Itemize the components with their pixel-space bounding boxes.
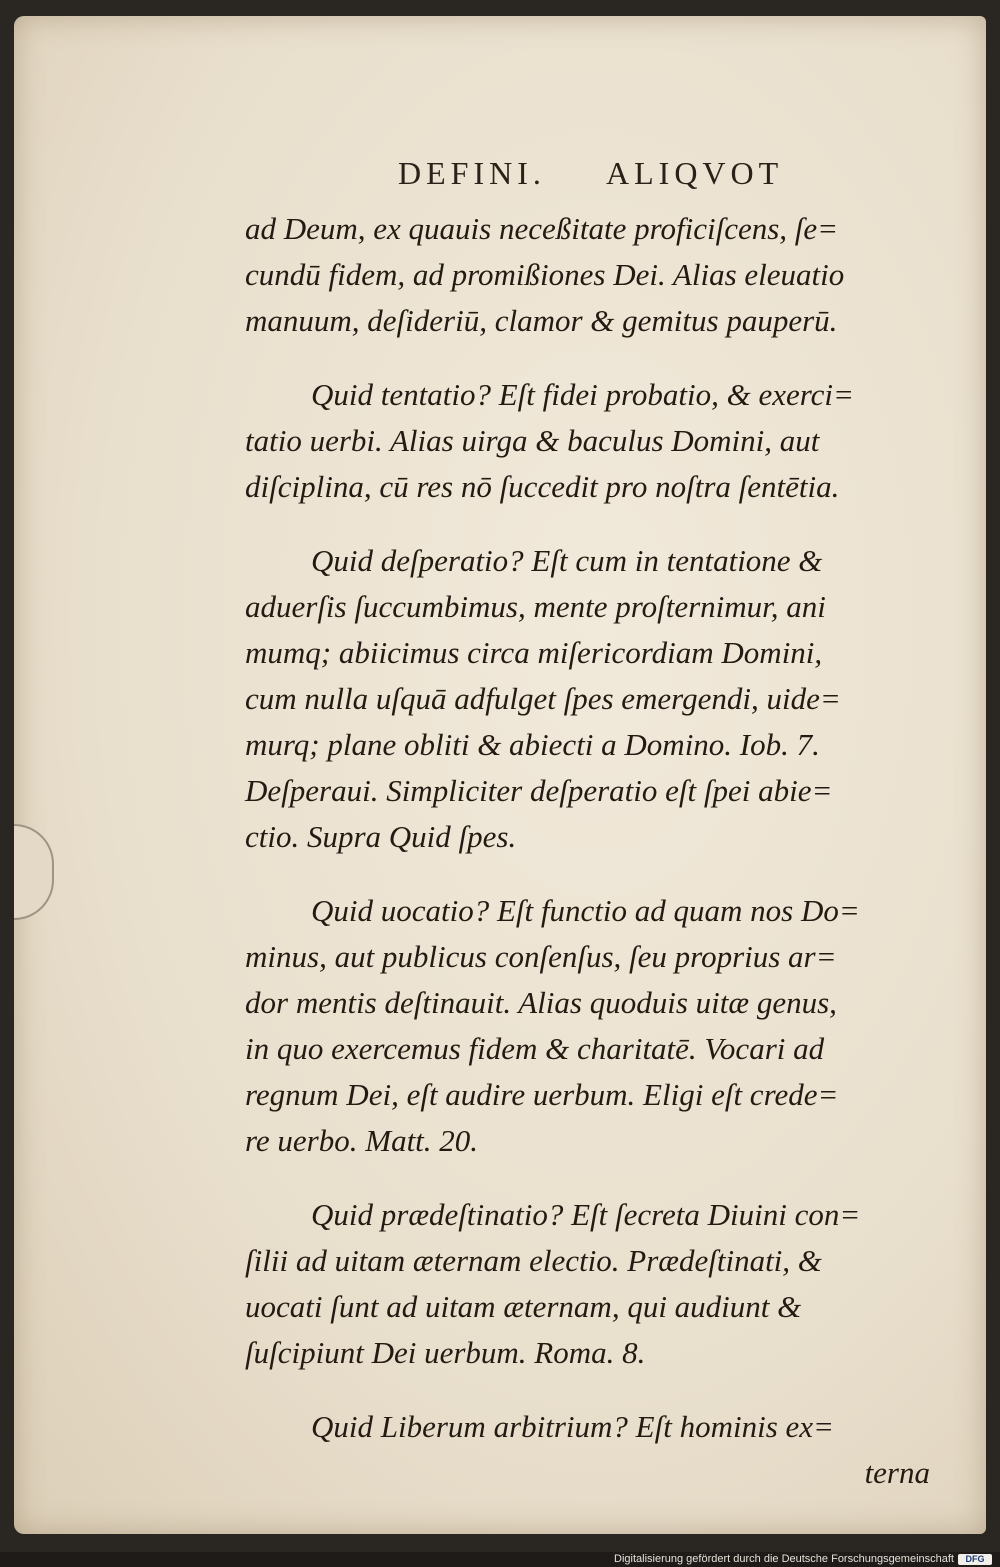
text-line: ſilii ad uitam æternam electio. Prædeſtinati, & [245, 1243, 822, 1278]
header-right: ALIQVOT [606, 155, 784, 191]
text-line: cundū fidem, ad promißiones Dei. Alias eleuatio [245, 257, 845, 292]
text-line: re uerbo. Matt. 20. [245, 1123, 479, 1158]
running-header [0, 155, 1000, 199]
text-line: dor mentis deſtinauit. Alias quoduis uitæ genus, [245, 985, 837, 1020]
text-line: ad Deum, ex quauis neceßitate proficiſcens, ſe= [245, 211, 839, 246]
text-line: ctio. Supra Quid ſpes. [245, 819, 517, 854]
text-line: uocati ſunt ad uitam æternam, qui audiunt & [245, 1289, 802, 1324]
body-text [245, 206, 945, 1496]
catchword: terna [864, 1455, 930, 1490]
text-line: Quid tentatio? Eſt fidei probatio, & exerci= [311, 377, 854, 412]
page-tab [14, 824, 54, 920]
text-line: in quo exercemus fidem & charitatē. Vocari ad [245, 1031, 825, 1066]
text-line: diſciplina, cū res nō ſuccedit pro noſtra ſentētia. [245, 469, 840, 504]
text-line: mumq; abiicimus circa miſericordiam Domini, [245, 635, 823, 670]
text-line: regnum Dei, eſt audire uerbum. Eligi eſt crede= [245, 1077, 839, 1112]
paragraph [245, 888, 945, 1164]
text-line: manuum, deſideriū, clamor & gemitus pauperū. [245, 303, 838, 338]
text-line: aduerſis ſuccumbimus, mente proſternimur, ani [245, 589, 826, 624]
text-line: cum nulla uſquā adfulget ſpes emergendi, uide= [245, 681, 841, 716]
paragraph [245, 1404, 945, 1496]
text-line: Quid Liberum arbitrium? Eſt hominis ex= [311, 1409, 834, 1444]
digitization-footer [0, 1552, 1000, 1567]
text-line: Quid uocatio? Eſt functio ad quam nos Do= [311, 893, 860, 928]
text-line: Quid prædeſtinatio? Eſt ſecreta Diuini con= [311, 1197, 861, 1232]
footer-credit: Digitalisierung gefördert durch die Deutsche Forschungsgemeinschaft [614, 1553, 954, 1565]
paragraph [245, 1192, 945, 1376]
text-line: tatio uerbi. Alias uirga & baculus Domini, aut [245, 423, 820, 458]
text-line: Deſperaui. Simpliciter deſperatio eſt ſpei abie= [245, 773, 833, 808]
dfg-logo: DFG [958, 1554, 992, 1565]
text-line: murq; plane obliti & abiecti a Domino. Iob. 7. [245, 727, 820, 762]
text-line: minus, aut publicus conſenſus, ſeu proprius ar= [245, 939, 837, 974]
text-line: Quid deſperatio? Eſt cum in tentatione & [311, 543, 823, 578]
header-left: DEFINI. [398, 155, 546, 191]
paragraph [245, 372, 945, 510]
text-line: ſuſcipiunt Dei uerbum. Roma. 8. [245, 1335, 646, 1370]
paragraph [245, 538, 945, 860]
paragraph [245, 206, 945, 344]
